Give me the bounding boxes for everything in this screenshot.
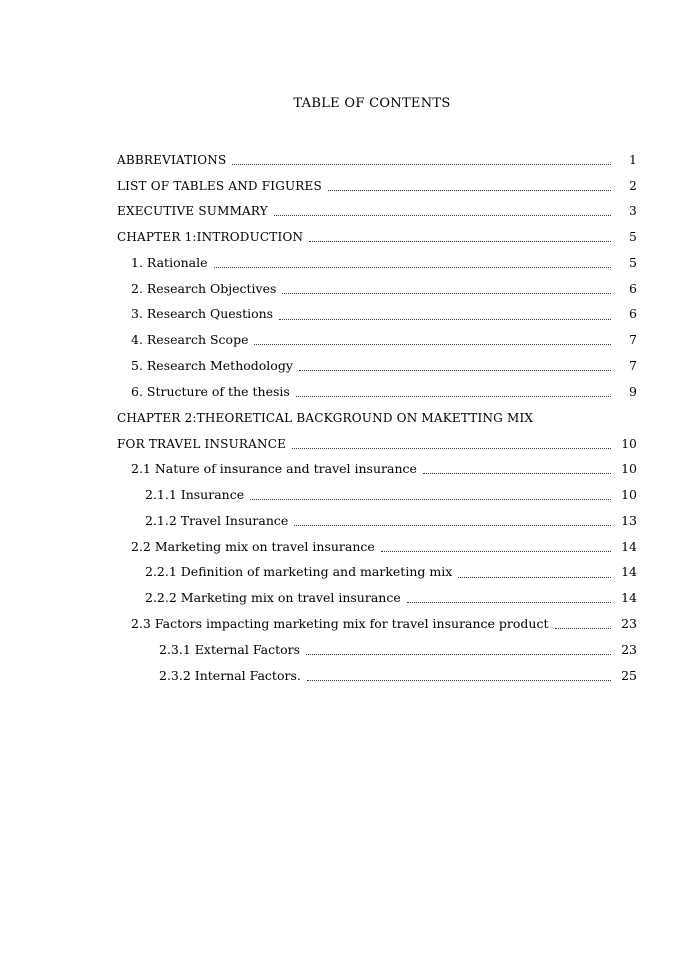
dot-leader xyxy=(279,310,611,320)
toc-entry[interactable] xyxy=(117,431,637,457)
toc-entry[interactable] xyxy=(117,663,637,689)
dot-leader xyxy=(299,361,611,371)
toc-page-number: 10 xyxy=(621,461,637,477)
toc-entry-label: 2.2.2 Marketing mix on travel insurance xyxy=(145,590,401,606)
toc-entry[interactable] xyxy=(117,147,637,173)
toc-entry-label: 2.2 Marketing mix on travel insurance xyxy=(131,538,375,554)
dot-leader xyxy=(307,671,611,681)
toc-entry[interactable] xyxy=(117,224,637,250)
toc-page-number: 10 xyxy=(621,487,637,502)
toc-page-number: 5 xyxy=(629,230,637,245)
toc-entry-label: 6. Structure of the thesis xyxy=(131,383,290,399)
toc-entry-label: LIST OF TABLES AND FIGURES xyxy=(117,178,322,193)
dot-leader xyxy=(274,206,611,216)
toc-entry-label: 2.1.2 Travel Insurance xyxy=(145,512,289,528)
toc-entry-label: 2.3.1 External Factors xyxy=(159,641,301,657)
toc-entry[interactable] xyxy=(117,276,637,302)
dot-leader xyxy=(232,155,611,165)
toc-entry[interactable] xyxy=(117,637,637,663)
toc-entry-label: 2.1 Nature of insurance and travel insurance xyxy=(131,461,417,477)
toc-entry-label: 5. Research Methodology xyxy=(131,358,293,374)
toc-page-number: 10 xyxy=(621,436,637,451)
toc-entry-label: 2. Research Objectives xyxy=(131,280,277,296)
toc-entry-label: CHAPTER 2:THEORETICAL BACKGROUND ON MAKETTING MIX xyxy=(117,410,534,425)
toc-entry[interactable] xyxy=(117,353,637,379)
toc-entry-label: FOR TRAVEL INSURANCE xyxy=(117,436,287,451)
dot-leader xyxy=(282,284,611,294)
toc-entry-label: CHAPTER 1:INTRODUCTION xyxy=(117,230,304,245)
dot-leader xyxy=(296,387,611,397)
dot-leader xyxy=(381,542,611,552)
toc-entry-label: 3. Research Questions xyxy=(131,306,274,322)
toc-entry-label: 2.3 Factors impacting marketing mix for travel insurance product xyxy=(131,615,549,631)
dot-leader xyxy=(539,413,611,422)
toc-page-number: 6 xyxy=(629,306,637,322)
dot-leader xyxy=(306,645,611,655)
toc-entry[interactable] xyxy=(117,302,637,328)
dot-leader xyxy=(250,490,611,500)
toc-entry[interactable] xyxy=(117,482,637,508)
toc-page-number: 7 xyxy=(629,358,637,374)
toc-page-number: 6 xyxy=(629,280,637,296)
toc-entry[interactable] xyxy=(117,534,637,560)
dot-leader xyxy=(214,258,612,268)
toc-entry-label: 2.1.1 Insurance xyxy=(145,487,245,502)
toc-entry[interactable] xyxy=(117,328,637,354)
toc-entry[interactable] xyxy=(117,586,637,612)
toc-entry-label: EXECUTIVE SUMMARY xyxy=(117,204,268,219)
dot-leader xyxy=(458,568,611,578)
toc-page-number: 1 xyxy=(629,152,637,167)
toc-page-number: 23 xyxy=(621,615,637,631)
toc-page-number: 2 xyxy=(629,178,637,193)
dot-leader xyxy=(328,181,611,191)
toc-page-number: 14 xyxy=(621,590,637,606)
toc-page-number: 3 xyxy=(629,204,637,219)
page-title: TABLE OF CONTENTS xyxy=(293,96,451,111)
toc-entry[interactable] xyxy=(117,379,637,405)
toc-entry[interactable] xyxy=(117,173,637,199)
dot-leader xyxy=(254,335,611,345)
toc-page-number: 23 xyxy=(621,641,637,657)
toc-entry[interactable] xyxy=(117,199,637,225)
toc-entry-label: 1. Rationale xyxy=(131,254,208,270)
toc-page-number: 7 xyxy=(629,332,637,348)
toc-entry[interactable] xyxy=(117,457,637,483)
toc-entry-label: 4. Research Scope xyxy=(131,332,249,348)
toc-page-number: 14 xyxy=(621,538,637,554)
toc-entry-label: 2.2.1 Definition of marketing and marketing mix xyxy=(145,564,453,580)
dot-leader xyxy=(423,464,611,474)
toc-page-number: 14 xyxy=(621,564,637,580)
toc-entry[interactable] xyxy=(117,611,637,637)
dot-leader xyxy=(292,439,611,449)
toc-page-number: 25 xyxy=(621,667,637,683)
toc-entry[interactable] xyxy=(117,560,637,586)
table-of-contents xyxy=(117,147,637,689)
toc-page-number: 5 xyxy=(629,254,637,270)
dot-leader xyxy=(555,619,612,629)
dot-leader xyxy=(294,516,611,526)
toc-page-number: 13 xyxy=(621,512,637,528)
toc-entry[interactable] xyxy=(117,405,637,431)
toc-page-number: 9 xyxy=(629,383,637,399)
toc-entry-label: 2.3.2 Internal Factors. xyxy=(159,667,301,683)
dot-leader xyxy=(309,232,611,242)
dot-leader xyxy=(407,593,611,603)
toc-entry-label: ABBREVIATIONS xyxy=(117,152,227,167)
toc-entry[interactable] xyxy=(117,250,637,276)
toc-entry[interactable] xyxy=(117,508,637,534)
